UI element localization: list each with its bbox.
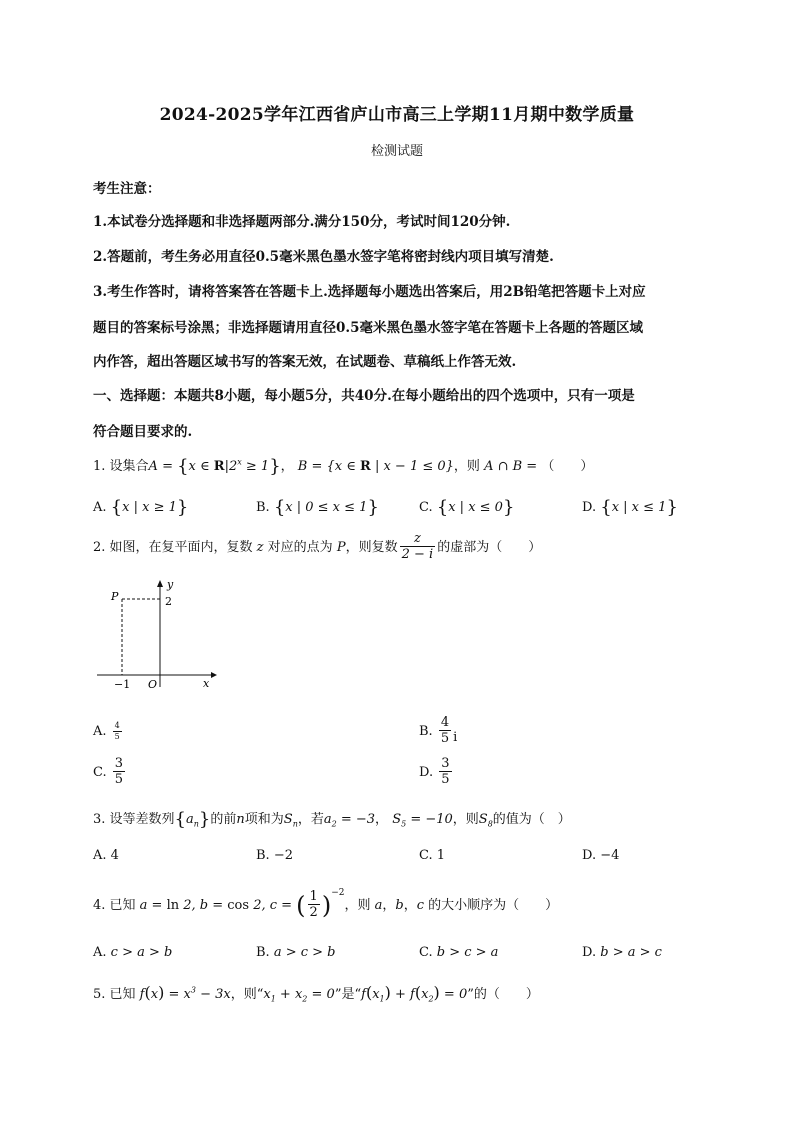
- document-title: 2024-2025学年江西省庐山市高三上学期11月期中数学质量: [159, 105, 635, 125]
- question-2: 2. 如图，在复平面内，复数 z 对应的点为 P，则复数 $\frac{z}{2 - i}$ 的虚部为（ ）: [93, 531, 542, 563]
- q1-prefix: 1. 设集合: [93, 459, 149, 474]
- x-axis-arrow: [211, 672, 217, 678]
- q3-option-b: B. −2: [256, 848, 293, 863]
- notice-heading: 考生注意：: [93, 181, 161, 197]
- q1-intersection: A ∩ B =: [484, 459, 538, 474]
- section1-line1: 一、选择题：本题共8小题，每小题5分，共40分.在每小题给出的四个选项中，只有一项是: [93, 388, 635, 404]
- q4-option-a: A. c > a > b: [93, 945, 173, 960]
- q2-option-b: B. $\frac{4}{5}$ i: [419, 715, 458, 747]
- q1-set-a: A = {x ∈ $R|2^x \ge 1$}: [148, 456, 281, 477]
- q3-option-d: D. −4: [582, 848, 620, 863]
- q1-option-c: C. {x | x ≤ 0}: [419, 497, 515, 518]
- x-tick-label: −1: [114, 678, 131, 691]
- q1-option-b: B. {x | 0 ≤ x ≤ 1}: [256, 497, 379, 518]
- notice-item-3-line1: 3.考生作答时，请将答案答在答题卡上.选择题每小题选出答案后，用2B铅笔把答题卡上对应: [93, 284, 646, 300]
- q2-option-c: C. $\frac{3}{5}$: [93, 756, 124, 788]
- question-1: 1. 设集合A = {x ∈ $R|2^x \ge 1$}， B = {x ∈ R | x − 1 ≤ 0}，则 A ∩ B = （ ）: [93, 456, 594, 477]
- section1-line2: 符合题目要求的.: [93, 424, 193, 440]
- question-3: 3. 设等差数列$\{a_n\}$的前n项和为$S_n$，若$a_2 = -3$， $S_5 = -10$，则$S_8$的值为（ ）: [93, 809, 571, 830]
- q4-option-b: B. a > c > b: [256, 945, 336, 960]
- document-subtitle: 检测试题: [370, 144, 423, 159]
- q2-option-d: D. $\frac{3}{5}$: [419, 756, 450, 788]
- question-4: 4. 已知 a = ln 2, b = cos 2, c = ( $\frac{1}{2}$ )$^{-2}$，则 a，b，c 的大小顺序为（ ）: [93, 888, 559, 921]
- point-label: P: [111, 590, 119, 603]
- notice-item-2: 2.答题前，考生务必用直径0.5毫米黑色墨水签字笔将密封线内项目填写清楚.: [93, 249, 554, 265]
- q3-option-c: C. 1: [419, 848, 446, 863]
- notice-item-3-line3: 内作答，超出答题区域书写的答案无效，在试题卷、草稿纸上作答无效.: [93, 354, 517, 370]
- q4-option-d: D. b > a > c: [582, 945, 662, 960]
- y-tick-label: 2: [165, 595, 172, 608]
- q1-option-a: A. {x | x ≥ 1}: [93, 497, 189, 518]
- q4-option-c: C. b > c > a: [419, 945, 499, 960]
- y-axis-arrow: [157, 580, 163, 587]
- q2-fraction: $\frac{z}{2 - i}$: [401, 531, 434, 563]
- x-axis-label: x: [203, 677, 210, 690]
- question-5: 5. 已知 $f(x) = x^3 - 3x$，则“$x_1 + x_2 = 0$”是“$f(x_1) + f(x_2) = 0$”的（ ）: [93, 983, 539, 1004]
- complex-plane-figure: [93, 575, 223, 695]
- notice-item-3-line2: 题目的答案标号涂黑；非选择题请用直径0.5毫米黑色墨水签字笔在答题卡上各题的答题区域: [93, 320, 643, 336]
- q2-option-a: A. $\frac{4}{5}$: [93, 721, 120, 741]
- q1-set-b: B = {x ∈ R | x − 1 ≤ 0}: [297, 459, 454, 474]
- q1-option-d: D. {x | x ≤ 1}: [582, 497, 678, 518]
- y-axis-label: y: [167, 578, 174, 591]
- origin-label: O: [148, 678, 158, 691]
- q3-option-a: A. 4: [93, 848, 119, 863]
- notice-item-1: 1.本试卷分选择题和非选择题两部分.满分150分，考试时间120分钟.: [93, 214, 511, 230]
